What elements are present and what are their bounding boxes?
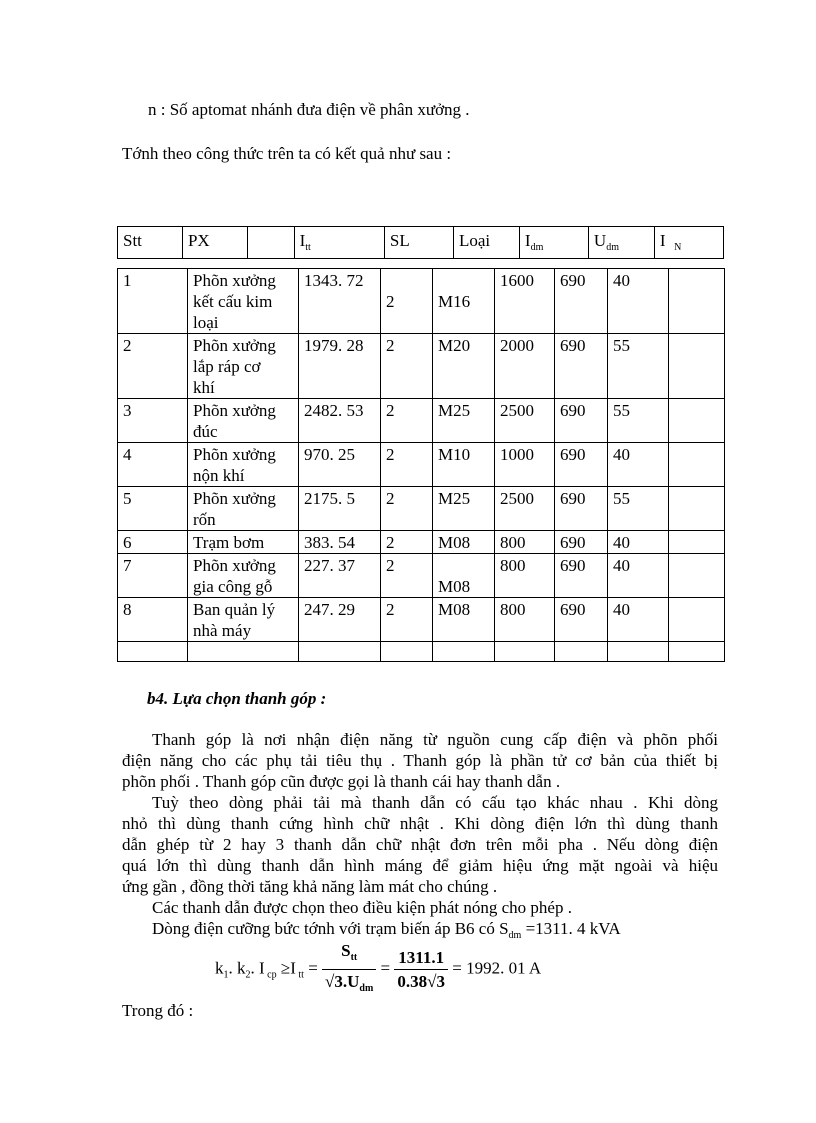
cell-itt: 1979. 28 [299, 334, 381, 399]
p2-line: Tuỳ theo dòng phải tải mà thanh dẫn có cấu tạo khác nhau . Khi dòng [152, 793, 718, 812]
cell-itt: 247. 29 [299, 598, 381, 642]
cell-loai: M16 [433, 269, 495, 334]
fraction-2: $\frac{1311.1}{0.38√3}$ [394, 947, 448, 992]
header-stt: Stt [118, 227, 183, 259]
cell-idm: 1000 [495, 443, 555, 487]
cell-loai: M08 [433, 554, 495, 598]
cell-empty [669, 443, 725, 487]
cell-sl: 2 [381, 554, 433, 598]
cell-itt: 2175. 5 [299, 487, 381, 531]
cell-stt: 4 [118, 443, 188, 487]
cell-loai: M25 [433, 399, 495, 443]
cell-sl: 2 [381, 443, 433, 487]
result-table [117, 268, 725, 662]
cell-px: Phõn xưởng kết cấu kim loại [188, 269, 299, 334]
cell-stt: 8 [118, 598, 188, 642]
p2-line: quá lớn thì dùng thanh dẫn hình máng để giảm hiệu ứng mặt ngoài và hiệu [122, 856, 718, 875]
header-in: I $_N$ [654, 227, 723, 259]
p1-line: điện năng cho các phụ tải tiêu thụ . Thanh góp là phần tử cơ bản của thiết bị [122, 751, 718, 770]
cell-itt: 970. 25 [299, 443, 381, 487]
header-udm: $U_{dm}$ [588, 227, 654, 259]
cell-empty [669, 487, 725, 531]
cell-idm: 2000 [495, 334, 555, 399]
cell-empty [118, 642, 188, 662]
cell-stt: 7 [118, 554, 188, 598]
header-itt: $I_{tt}$ [294, 227, 384, 259]
cell-in: 40 [608, 598, 669, 642]
cell-udm: 690 [555, 334, 608, 399]
table-row [118, 269, 725, 334]
cell-loai: M08 [433, 531, 495, 554]
cell-empty [669, 334, 725, 399]
cell-stt: 5 [118, 487, 188, 531]
cell-stt: 2 [118, 334, 188, 399]
cell-sl: 2 [381, 399, 433, 443]
trong-do: Trong đó : [122, 1001, 194, 1020]
cell-sl: 2 [381, 334, 433, 399]
cell-udm: 690 [555, 399, 608, 443]
calc-intro: Tớnh theo công thức trên ta có kết quả như sau : [122, 144, 452, 163]
table-row [118, 554, 725, 598]
table-row [118, 334, 725, 399]
cell-udm: 690 [555, 554, 608, 598]
header-px: PX [182, 227, 247, 259]
paragraph-1 [122, 729, 718, 946]
cell-px: Ban quản lý nhà máy [188, 598, 299, 642]
cell-sl: 2 [381, 487, 433, 531]
cell-px: Phõn xưởng rốn [188, 487, 299, 531]
p1-line: Thanh góp là nơi nhận điện năng từ nguồn cung cấp điện và phõn phối [152, 730, 718, 749]
cell-loai: M25 [433, 487, 495, 531]
fraction-1: $\frac{S_{tt}}{√3.U_{dm}}$ [322, 940, 376, 999]
cell-in: 55 [608, 487, 669, 531]
cell-empty [669, 399, 725, 443]
cell-empty [669, 598, 725, 642]
table-row-empty [118, 642, 725, 662]
cell-sl: 2 [381, 598, 433, 642]
cell-itt: 383. 54 [299, 531, 381, 554]
table-row [118, 598, 725, 642]
cell-udm: 690 [555, 269, 608, 334]
cell-empty [669, 642, 725, 662]
p3-line: Các thanh dẫn được chọn theo điều kiện phát nóng cho phép . [152, 898, 572, 917]
p1-line: phõn phối . Thanh góp cũn được gọi là thanh cái hay thanh dẫn . [122, 772, 561, 791]
cell-px: Trạm bơm [188, 531, 299, 554]
cell-sl: 2 [381, 531, 433, 554]
table-row [118, 487, 725, 531]
result-table-header [117, 226, 724, 259]
cell-px: Phõn xưởng nộn khí [188, 443, 299, 487]
cell-stt: 3 [118, 399, 188, 443]
cell-empty [669, 531, 725, 554]
cell-px: Phõn xưởng lắp ráp cơ khí [188, 334, 299, 399]
cell-in: 55 [608, 334, 669, 399]
p4-line: Dòng điện cưỡng bức tớnh với trạm biến áp B6 có $S_{dm} =1311$. 4 kVA [152, 919, 621, 941]
cell-idm: 2500 [495, 399, 555, 443]
cell-empty [433, 642, 495, 662]
n-definition: n : Số aptomat nhánh đưa điện về phân xưởng . [148, 100, 470, 119]
cell-empty [299, 642, 381, 662]
cell-in: 40 [608, 443, 669, 487]
cell-loai: M20 [433, 334, 495, 399]
cell-idm: 800 [495, 554, 555, 598]
cell-idm: 1600 [495, 269, 555, 334]
header-idm: $I_{dm}$ [519, 227, 588, 259]
cell-stt: 6 [118, 531, 188, 554]
cell-empty [669, 269, 725, 334]
cell-loai: M10 [433, 443, 495, 487]
table-row [118, 531, 725, 554]
cell-in: 40 [608, 531, 669, 554]
cell-loai: M08 [433, 598, 495, 642]
cell-stt: 1 [118, 269, 188, 334]
cell-idm: 800 [495, 598, 555, 642]
formula: $k_1$. $k_2$. I $_{cp}$ ≥I $_{tt}$ = $\frac{S_{tt}}{√3.U_{dm}}$ = $\frac{1311.1}{0.38√3}$ = 1992. 01 A [215, 940, 541, 999]
cell-empty [495, 642, 555, 662]
section-heading: b4. Lựa chọn thanh góp : [147, 689, 327, 708]
cell-udm: 690 [555, 531, 608, 554]
p2-line: dẫn ghép từ 2 hay 3 thanh dẫn chữ nhật đơn trên mỗi pha . Nếu dòng điện [122, 835, 718, 854]
cell-itt: 2482. 53 [299, 399, 381, 443]
table-row [118, 399, 725, 443]
cell-in: 55 [608, 399, 669, 443]
cell-udm: 690 [555, 443, 608, 487]
cell-in: 40 [608, 269, 669, 334]
cell-in: 40 [608, 554, 669, 598]
cell-itt: 1343. 72 [299, 269, 381, 334]
cell-empty [608, 642, 669, 662]
table-row [118, 443, 725, 487]
cell-sl: 2 [381, 269, 433, 334]
cell-empty [381, 642, 433, 662]
cell-udm: 690 [555, 598, 608, 642]
cell-px: Phõn xưởng gia công gỗ [188, 554, 299, 598]
p2-line: ứng gần , đồng thời tăng khả năng làm mát cho chúng . [122, 877, 498, 896]
cell-empty [669, 554, 725, 598]
header-loai: Loại [453, 227, 519, 259]
cell-idm: 800 [495, 531, 555, 554]
p2-line: nhỏ thì dùng thanh cứng hình chữ nhật . Khi dòng điện lớn thì dùng thanh [122, 814, 718, 833]
cell-idm: 2500 [495, 487, 555, 531]
cell-itt: 227. 37 [299, 554, 381, 598]
cell-udm: 690 [555, 487, 608, 531]
cell-empty [555, 642, 608, 662]
header-blank [247, 227, 294, 259]
header-sl: SL [384, 227, 453, 259]
cell-empty [188, 642, 299, 662]
cell-px: Phõn xưởng đúc [188, 399, 299, 443]
